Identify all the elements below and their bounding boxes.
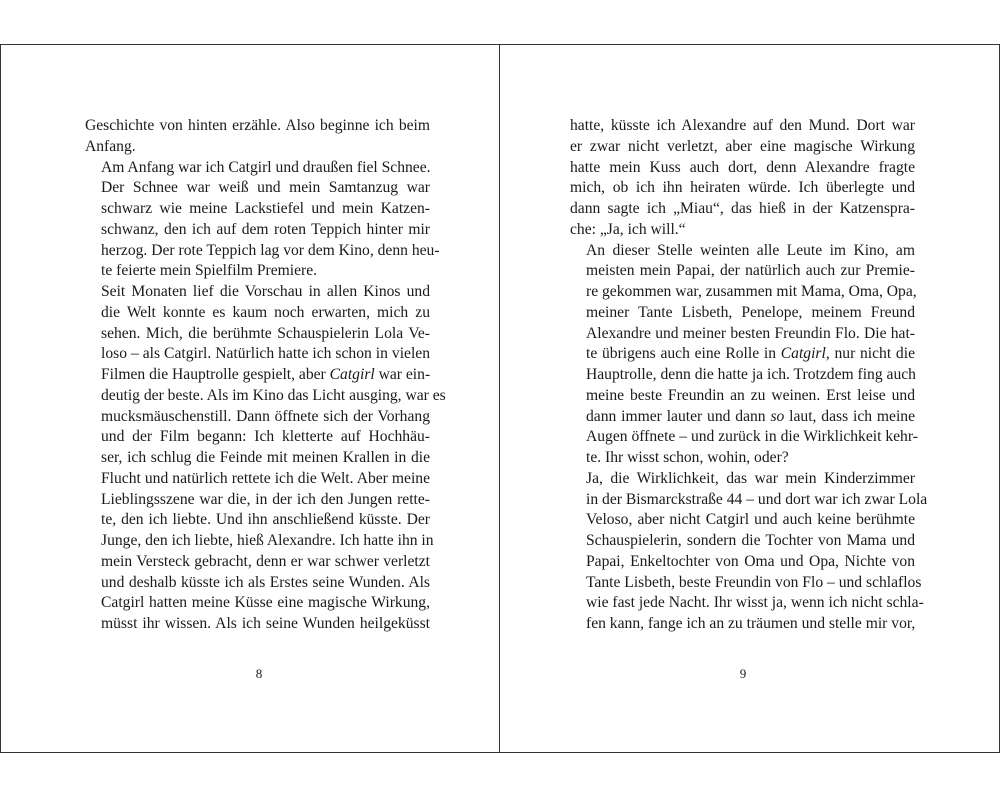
text-line: meisten mein Papai, der natürlich auch zur Premie-: [586, 262, 915, 280]
text-line: Papai, Enkeltochter von Oma und Opa, Nichte von: [586, 552, 915, 570]
paragraph: [570, 241, 918, 469]
text-line: meine beste Freundin an zu weinen. Erst leise und: [586, 386, 915, 404]
text-line: schwarz wie meine Lackstiefel und mein Katzen-: [101, 200, 430, 217]
text-line: [570, 407, 915, 428]
text-line: [85, 365, 430, 386]
italic-title: Catgirl: [780, 345, 826, 363]
text-run: Filmen die Hauptrolle gespielt, aber: [101, 366, 330, 383]
text-run: laut, dass ich meine: [784, 407, 915, 425]
text-line: Tante Lisbeth, beste Freundin von Flo – und schlaflos: [586, 573, 922, 591]
text-line: [570, 344, 915, 365]
text-line: in der Bismarckstraße 44 – und dort war ich zwar Lola: [586, 490, 928, 508]
text-line: mich, ob ich ihn heiraten würde. Ich überlegte und: [570, 179, 915, 197]
text-line: Hauptrolle, denn die hatte ja ich. Trotzdem fing auch: [586, 366, 916, 383]
text-line: te, den ich liebte. Und ihn anschließend küsste. Der: [101, 511, 430, 529]
text-line: hatte mein Kuss auch dort, denn Alexandre fragte: [570, 158, 915, 176]
text-line: wie fast jede Nacht. Ihr wisst ja, wenn ich nicht schla-: [586, 594, 924, 612]
text-line: te feierte mein Spielfilm Premiere.: [101, 262, 318, 280]
right-page-text: [570, 116, 928, 635]
text-line: fen kann, fange ich an zu träumen und stelle mir vor,: [586, 615, 916, 632]
text-line: herzog. Der rote Teppich lag vor dem Kino, denn heu-: [101, 241, 440, 259]
text-run: te übrigens auch eine Rolle in: [586, 345, 781, 363]
text-line: deutig der beste. Als im Kino das Licht ausging, war es: [101, 386, 446, 404]
text-line: Schauspielerin, sondern die Tochter von Mama und: [586, 532, 915, 549]
text-line: sehen. Mich, die berühmte Schauspielerin Lola Ve-: [101, 324, 430, 342]
text-run: , nur nicht die: [825, 345, 915, 363]
paragraph: [570, 116, 915, 241]
text-line: hatte, küsste ich Alexandre auf den Mund. Dort war: [570, 117, 915, 134]
book-spread: [0, 44, 1000, 753]
text-line: schwanz, den ich auf dem roten Teppich hinter mir: [101, 220, 430, 238]
paragraph: [570, 469, 928, 635]
text-line: Anfang.: [85, 137, 136, 155]
text-line: An dieser Stelle weinten alle Leute im Kino, am: [586, 241, 915, 259]
text-line: Catgirl hatten meine Küsse eine magische Wirkung,: [101, 594, 430, 612]
text-line: und der Film begann: Ich kletterte auf Hochhäu-: [101, 428, 430, 446]
text-line: Augen öffnete – und zurück in die Wirklichkeit kehr-: [586, 428, 918, 446]
text-line: che: „Ja, ich will.“: [570, 220, 686, 238]
text-line: Veloso, aber nicht Catgirl und auch keine berühmte: [586, 511, 915, 529]
text-line: te. Ihr wisst schon, wohin, oder?: [586, 449, 789, 466]
text-line: ser, ich schlug die Feinde mit meinen Krallen in die: [101, 449, 430, 466]
page-number: 8: [255, 666, 263, 681]
text-line: mein Versteck gebracht, denn er war schwer verletzt: [101, 552, 430, 570]
text-line: Am Anfang war ich Catgirl und draußen fiel Schnee.: [101, 158, 431, 176]
text-line: er zwar nicht verletzt, aber eine magische Wirkung: [570, 137, 915, 155]
right-page: [499, 44, 1000, 753]
text-line: und deshalb küsste ich als Erstes seine Wunden. Als: [101, 573, 430, 591]
italic-emphasis: so: [770, 407, 785, 425]
text-line: mucksmäuschenstill. Dann öffnete sich der Vorhang: [101, 407, 430, 425]
paragraph: [85, 116, 430, 158]
left-page-text: [85, 116, 446, 635]
text-line: loso – als Catgirl. Natürlich hatte ich schon in vielen: [101, 345, 430, 363]
text-line: Seit Monaten lief die Vorschau in allen Kinos und: [101, 283, 430, 300]
text-line: Alexandre und meiner besten Freundin Flo. Die hat-: [586, 324, 915, 342]
text-run: war ein-: [374, 366, 431, 383]
text-line: Junge, den ich liebte, hieß Alexandre. Ich hatte ihn in: [101, 532, 434, 549]
paragraph: [85, 282, 446, 635]
italic-title: Catgirl: [329, 366, 375, 383]
text-line: meiner Tante Lisbeth, Penelope, meinem Freund: [586, 303, 915, 321]
left-page: [0, 44, 500, 753]
text-run: dann immer lauter und dann: [586, 407, 771, 425]
text-line: Geschichte von hinten erzähle. Also beginne ich beim: [85, 117, 430, 134]
text-line: müsst ihr wissen. Als ich seine Wunden heilgeküsst: [101, 615, 430, 632]
text-line: dann sagte ich „Miau“, das hieß in der Katzenspra-: [570, 200, 915, 217]
text-line: Ja, die Wirklichkeit, das war mein Kinderzimmer: [586, 469, 915, 487]
text-line: die Welt konnte es kaum noch erwarten, mich zu: [101, 303, 430, 321]
page-number: 9: [739, 666, 747, 681]
text-line: re gekommen war, zusammen mit Mama, Oma, Opa,: [586, 283, 917, 300]
text-line: Lieblingsszene war die, in der ich den Jungen rette-: [101, 490, 430, 508]
paragraph: [85, 158, 440, 283]
text-line: Flucht und natürlich rettete ich die Welt. Aber meine: [101, 469, 430, 487]
text-line: Der Schnee war weiß und mein Samtanzug war: [101, 179, 430, 197]
